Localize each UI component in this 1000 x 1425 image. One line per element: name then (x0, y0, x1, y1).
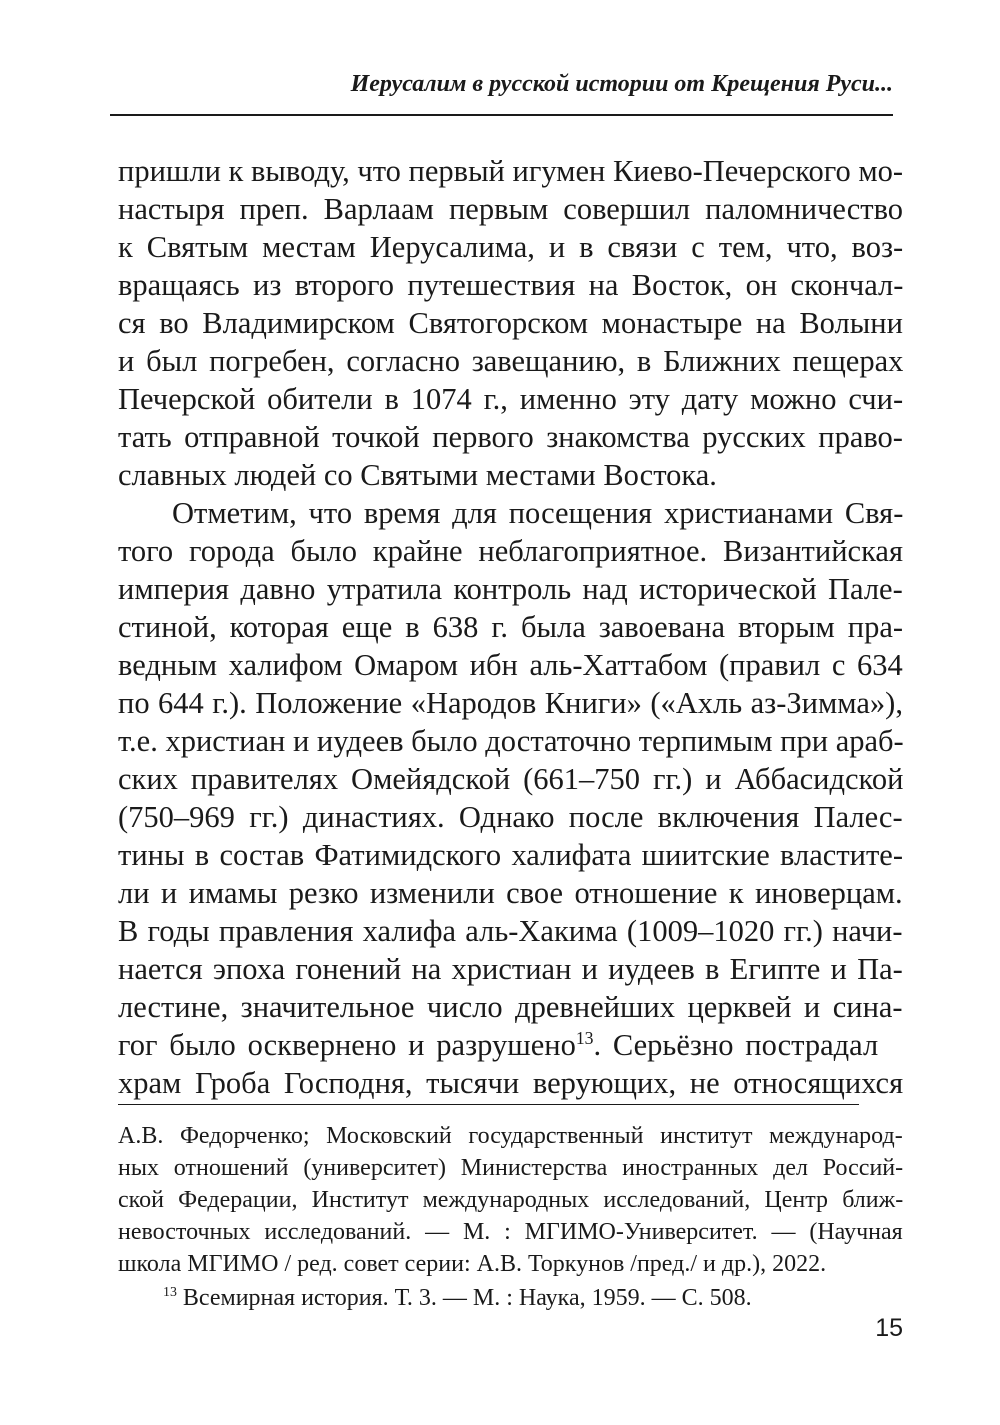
text-line: В годы правления халифа аль-Хакима (1009–1020 гг.) начи- (118, 914, 903, 948)
footnote-text: Всемирная история. Т. 3. — М. : Наука, 1959. — С. 508. (176, 1285, 752, 1311)
text-segment: гог было осквернено и разрушено (118, 1028, 576, 1062)
text-line (118, 1028, 878, 1062)
footnote-rule (118, 1104, 859, 1105)
footnote-number: 13 (163, 1285, 177, 1300)
text-line: т.е. христиан и иудеев было достаточно терпимым при араб- (118, 724, 904, 758)
text-line: и был погребен, согласно завещанию, в Ближних пещерах (118, 344, 904, 378)
header-rule (110, 114, 893, 116)
footnote-line: невосточных исследований. — М. : МГИМО-Университет. — (Научная (118, 1219, 903, 1245)
footnote-line: А.В. Федорченко; Московский государственный институт международ- (118, 1123, 903, 1149)
text-line: стиной, которая еще в 638 г. была завоевана вторым пра- (118, 610, 904, 644)
text-line: лестине, значительное число древнейших церквей и сина- (118, 990, 903, 1024)
footnote-line: ных отношений (университет) Министерства иностранных дел Россий- (118, 1155, 904, 1181)
text-line: Отметим, что время для посещения христианами Свя- (172, 496, 904, 530)
text-line: пришли к выводу, что первый игумен Киево-Печерского мо- (118, 154, 904, 188)
text-line: ся во Владимирском Святогорском монастыре на Волыни (118, 306, 903, 340)
text-line: к Святым местам Иерусалима, и в связи с тем, что, воз- (118, 230, 904, 264)
footnote-13 (163, 1284, 752, 1312)
text-line: тины в состав Фатимидского халифата шиитские властите- (118, 838, 903, 872)
text-line: (750–969 гг.) династиях. Однако после включения Палес- (118, 800, 903, 834)
text-line: ли и имамы резко изменили свое отношение к иноверцам. (118, 876, 903, 910)
text-line: по 644 г.). Положение «Народов Книги» («Ахль аз-Зимма»), (118, 686, 903, 720)
text-segment: . Серьёзно пострадал (593, 1028, 879, 1062)
text-line: храм Гроба Господня, тысячи верующих, не относящихся (118, 1066, 904, 1100)
text-line: того города было крайне неблагоприятное. Византийская (118, 534, 903, 568)
text-line: нается эпоха гонений на христиан и иудеев в Египте и Па- (118, 952, 903, 986)
text-line: империя давно утратила контроль над исторической Пале- (118, 572, 903, 606)
running-head: Иерусалим в русской истории от Крещения Руси... (350, 71, 893, 97)
text-line: тать отправной точкой первого знакомства русских право- (118, 420, 903, 454)
text-line: настыря преп. Варлаам первым совершил паломничество (118, 192, 904, 226)
text-line: ских правителях Омейядской (661–750 гг.) и Аббасидской (118, 762, 904, 796)
text-line: Печерской обители в 1074 г., именно эту дату можно счи- (118, 382, 904, 416)
footnote-line: школа МГИМО / ред. совет серии: А.В. Торкунов /пред./ и др.), 2022. (118, 1251, 827, 1277)
text-line: вращаясь из второго путешествия на Восток, он скончал- (118, 268, 904, 302)
footnote-line: ской Федерации, Институт международных исследований, Центр ближ- (118, 1187, 904, 1213)
page-number: 15 (875, 1314, 903, 1342)
text-line: ведным халифом Омаром ибн аль-Хаттабом (правил с 634 (118, 648, 903, 682)
footnote-ref-13[interactable]: 13 (575, 1027, 594, 1048)
text-line: славных людей со Святыми местами Востока. (118, 458, 717, 492)
